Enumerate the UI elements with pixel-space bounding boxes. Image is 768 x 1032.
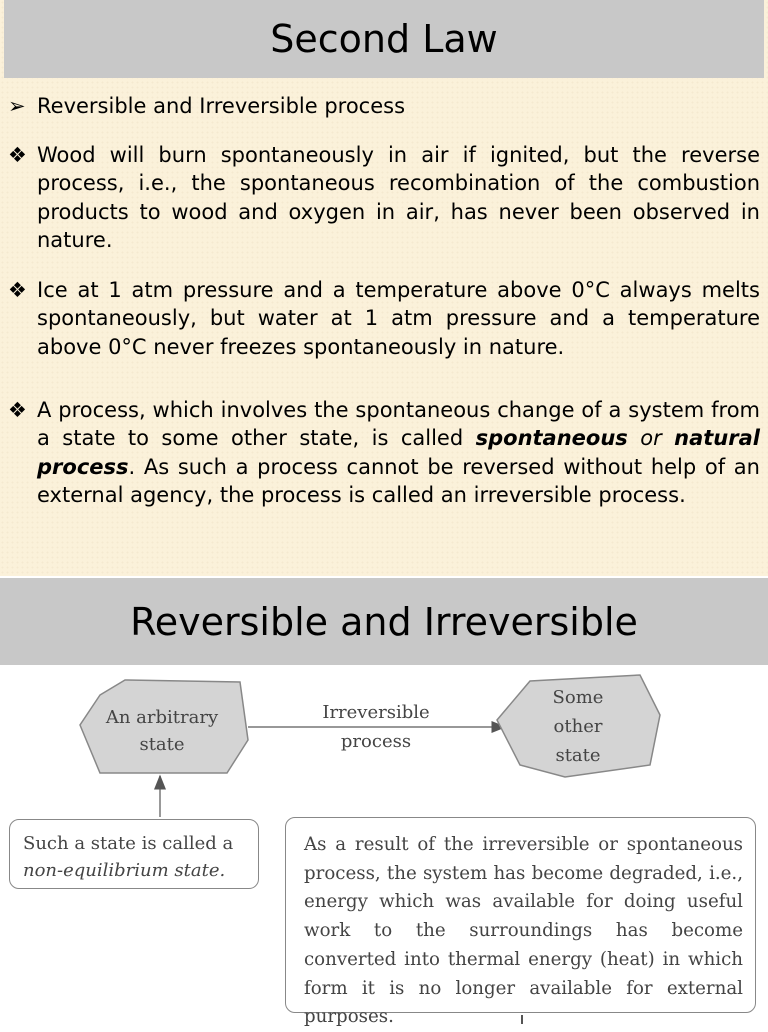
bullet-text-part: or: [627, 426, 675, 451]
degradation-note: [285, 817, 756, 1028]
bullet-wood: [8, 141, 760, 254]
other-state-label-1: Some: [552, 687, 604, 708]
arbitrary-state-label-1: An arbitrary: [105, 707, 219, 728]
bullet-text: Ice at 1 atm pressure and a temperature above 0°C always melts spontaneously, but water at 1 atm pressure and a temperature above 0°C never freezes spontaneously in nature.: [37, 278, 760, 359]
bullet-text-part: A process, which involves the spontaneous change of a system from a state to some other state, is called: [37, 398, 760, 451]
slide-title: [4, 0, 764, 78]
bullet-text-part: . As such a process cannot be reversed without help of an external agency, the process is called an irreversible process.: [37, 454, 760, 507]
non-equilibrium-note: [9, 819, 259, 889]
diamond-bullet-icon: ❖: [8, 278, 27, 302]
bullet-text: [37, 396, 760, 509]
arbitrary-state-label-2: state: [139, 734, 185, 755]
slide-title-text: Second Law: [270, 17, 498, 61]
diamond-bullet-icon: ❖: [8, 143, 27, 167]
other-state-label-2: other: [553, 716, 603, 737]
bullet-text: Reversible and Irreversible process: [37, 94, 406, 118]
note-left-line1: Such a state is called a: [23, 833, 234, 854]
arrow-bullet-icon: ➢: [8, 94, 26, 118]
slide2-title: [0, 578, 768, 665]
note-right-text: As a result of the irreversible or spontaneous process, the system has become degraded, i.e., energy which was available for doing useful work to the surroundings has become converted into thermal energy (heat) in which form it is no longer available for external purposes.: [304, 834, 743, 1028]
arrow-label-1: Irreversible: [322, 702, 430, 723]
note-left-line2: non-equilibrium state.: [23, 860, 226, 881]
diamond-bullet-icon: ❖: [8, 398, 27, 422]
arrow-label-2: process: [340, 731, 412, 752]
bullet-ice: [8, 276, 760, 361]
other-state-label-3: state: [555, 745, 601, 766]
bullet-text: Wood will burn spontaneously in air if ignited, but the reverse process, i.e., the spontaneous recombination of the combustion products to wood and oxygen in air, has never been observed in nature.: [37, 143, 760, 252]
term-spontaneous: spontaneous: [475, 426, 628, 451]
slide-reversible-diagram: [0, 665, 768, 1028]
slide2-title-text: Reversible and Irreversible: [130, 599, 638, 644]
bullet-heading: [8, 92, 760, 120]
term-natural-process: natural process: [37, 426, 760, 479]
bullet-spontaneous-process: [8, 396, 760, 509]
